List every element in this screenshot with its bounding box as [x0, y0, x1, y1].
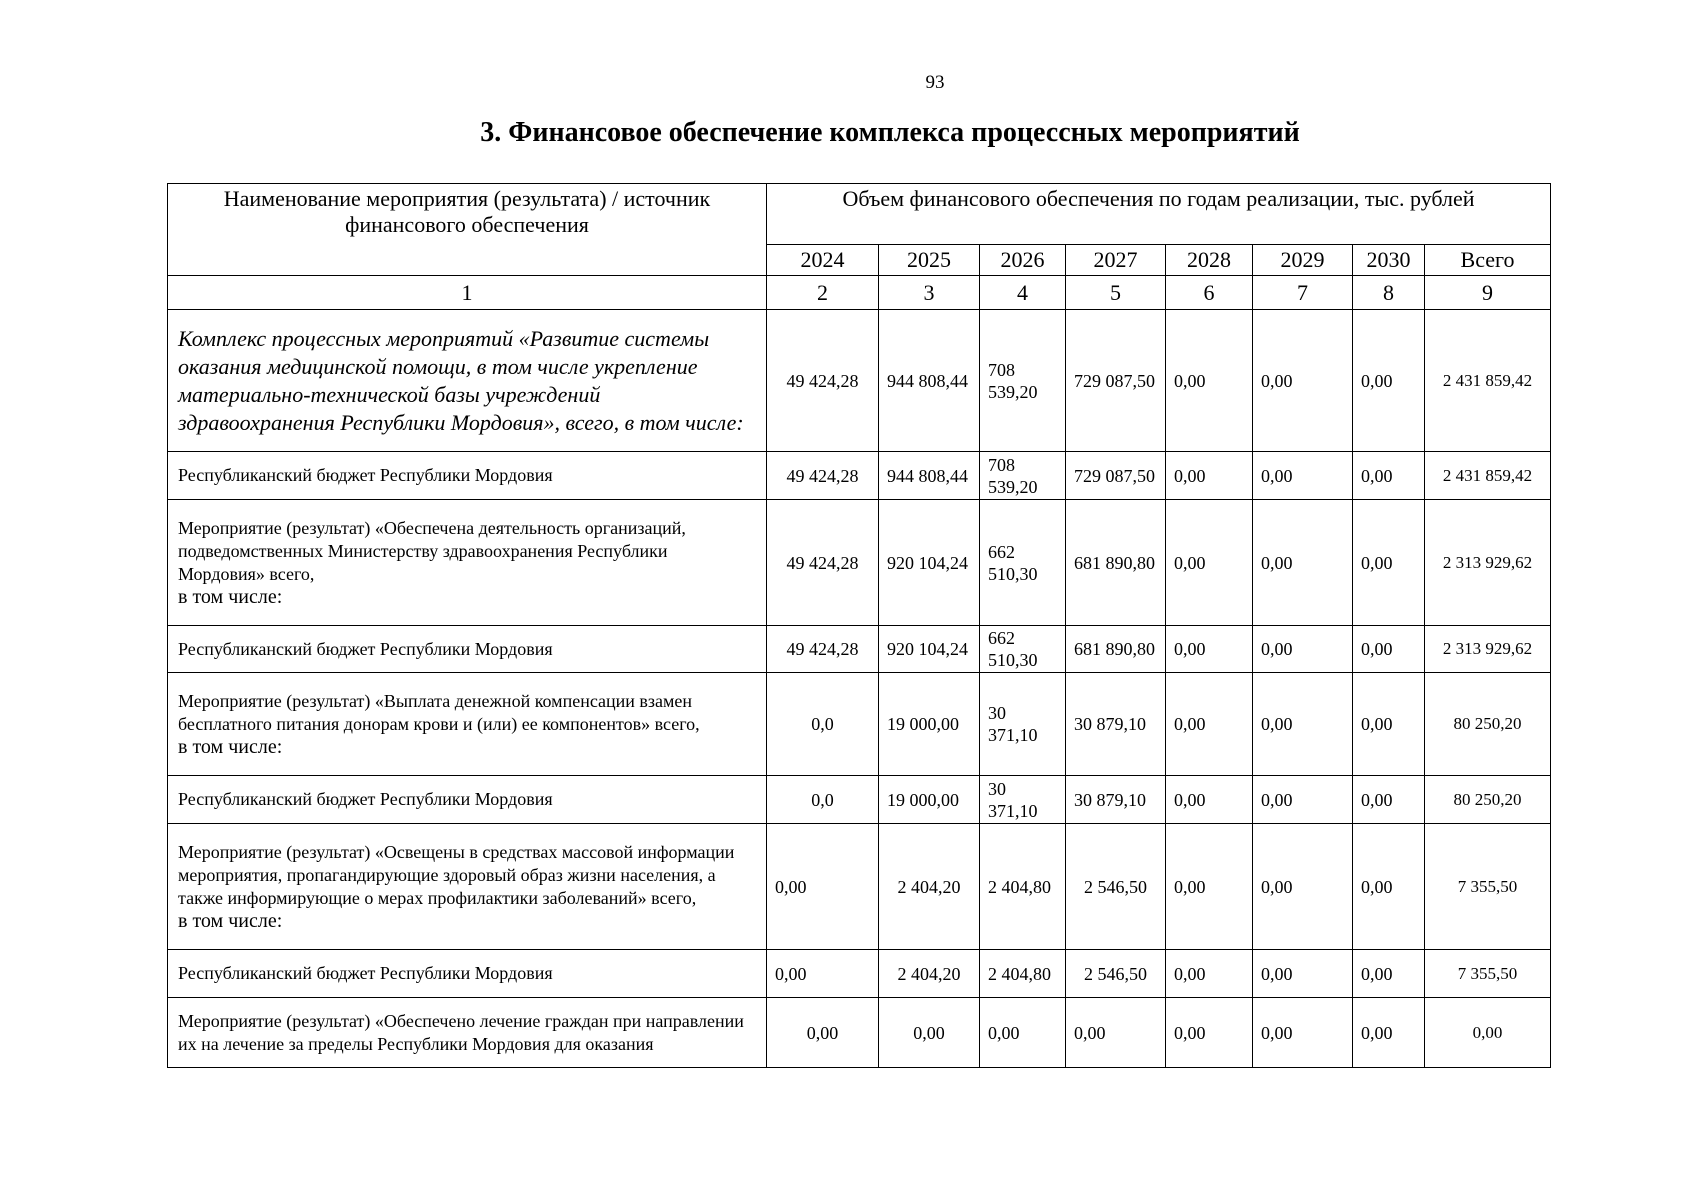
cell-2029: 0,00 — [1253, 626, 1353, 673]
cell-2028: 0,00 — [1166, 500, 1253, 626]
cell-2029: 0,00 — [1253, 673, 1353, 776]
cell-2027: 681 890,80 — [1066, 626, 1166, 673]
table-row — [168, 950, 1551, 998]
cell-2030: 0,00 — [1353, 950, 1425, 998]
row-name-tail: в том числе: — [178, 909, 283, 932]
row-name-tail: в том числе: — [178, 735, 283, 758]
cell-2025: 944 808,44 — [879, 452, 980, 500]
table-row — [168, 673, 1551, 776]
row-name — [168, 673, 767, 776]
column-index-row — [168, 276, 1551, 310]
table-row — [168, 626, 1551, 673]
cell-2028: 0,00 — [1166, 950, 1253, 998]
cell-2028: 0,00 — [1166, 626, 1253, 673]
row-name: Комплекс процессных мероприятий «Развитие системы оказания медицинской помощи, в том числе укрепление материально-технической базы учреждений здравоохранения Республики Мордовия», всего, в том числе: — [168, 310, 767, 452]
row-name-tail: в том числе: — [178, 585, 283, 608]
row-name: Республиканский бюджет Республики Мордовия — [168, 950, 767, 998]
cell-2028: 0,00 — [1166, 824, 1253, 950]
cell-2029: 0,00 — [1253, 950, 1353, 998]
row-name-text: Мероприятие (результат) «Освещены в средствах массовой информации мероприятия, пропагандирующие здоровый образ жизни населения, а также информирующие о мерах профилактики заболеваний» всего, — [178, 841, 735, 908]
col-index: 6 — [1166, 276, 1253, 310]
cell-total: 2 313 929,62 — [1425, 626, 1551, 673]
year-2030: 2030 — [1353, 245, 1425, 276]
row-name: Республиканский бюджет Республики Мордовия — [168, 452, 767, 500]
cell-2030: 0,00 — [1353, 310, 1425, 452]
cell-2026: 0,00 — [980, 998, 1066, 1068]
cell-2027: 681 890,80 — [1066, 500, 1166, 626]
cell-2027: 30 879,10 — [1066, 776, 1166, 824]
cell-2030: 0,00 — [1353, 452, 1425, 500]
cell-2024: 49 424,28 — [767, 500, 879, 626]
year-2026: 2026 — [980, 245, 1066, 276]
cell-2026: 708 539,20 — [980, 310, 1066, 452]
cell-total: 2 431 859,42 — [1425, 452, 1551, 500]
cell-total: 80 250,20 — [1425, 776, 1551, 824]
cell-2026: 708 539,20 — [980, 452, 1066, 500]
cell-2024: 0,0 — [767, 673, 879, 776]
col-index: 2 — [767, 276, 879, 310]
financing-table — [167, 183, 1551, 1068]
cell-2026: 2 404,80 — [980, 824, 1066, 950]
cell-2025: 920 104,24 — [879, 500, 980, 626]
table-row — [168, 500, 1551, 626]
row-name — [168, 824, 767, 950]
row-name: Республиканский бюджет Республики Мордовия — [168, 626, 767, 673]
cell-2027: 0,00 — [1066, 998, 1166, 1068]
row-name: Мероприятие (результат) «Обеспечено лечение граждан при направлении их на лечение за пределы Республики Мордовия для оказания — [168, 998, 767, 1068]
cell-2028: 0,00 — [1166, 776, 1253, 824]
cell-2026: 30 371,10 — [980, 776, 1066, 824]
cell-2027: 729 087,50 — [1066, 452, 1166, 500]
cell-2025: 2 404,20 — [879, 950, 980, 998]
cell-2024: 0,0 — [767, 776, 879, 824]
year-total: Всего — [1425, 245, 1551, 276]
row-name-text: Мероприятие (результат) «Обеспечена деятельность организаций, подведомственных Министерству здравоохранения Республики Мордовия» всего, — [178, 517, 686, 584]
document-title: 3. Финансовое обеспечение комплекса процессных мероприятий — [480, 117, 1300, 148]
cell-2024: 49 424,28 — [767, 626, 879, 673]
cell-2025: 920 104,24 — [879, 626, 980, 673]
cell-2026: 662 510,30 — [980, 626, 1066, 673]
col-index: 4 — [980, 276, 1066, 310]
cell-2029: 0,00 — [1253, 998, 1353, 1068]
col-index: 9 — [1425, 276, 1551, 310]
table-row — [168, 776, 1551, 824]
page-number: 93 — [925, 72, 945, 93]
cell-2029: 0,00 — [1253, 310, 1353, 452]
cell-2029: 0,00 — [1253, 452, 1353, 500]
table-row — [168, 824, 1551, 950]
table-row — [168, 452, 1551, 500]
cell-2026: 30 371,10 — [980, 673, 1066, 776]
cell-2027: 729 087,50 — [1066, 310, 1166, 452]
cell-2027: 2 546,50 — [1066, 950, 1166, 998]
cell-2024: 49 424,28 — [767, 310, 879, 452]
header-row — [168, 184, 1551, 245]
cell-2025: 19 000,00 — [879, 673, 980, 776]
cell-2024: 0,00 — [767, 824, 879, 950]
col-index: 5 — [1066, 276, 1166, 310]
cell-2030: 0,00 — [1353, 626, 1425, 673]
cell-2030: 0,00 — [1353, 673, 1425, 776]
cell-total: 7 355,50 — [1425, 950, 1551, 998]
col-index: 8 — [1353, 276, 1425, 310]
col-index: 3 — [879, 276, 980, 310]
cell-2025: 19 000,00 — [879, 776, 980, 824]
header-volume-column: Объем финансового обеспечения по годам реализации, тыс. рублей — [767, 184, 1551, 245]
row-name-text: Мероприятие (результат) «Выплата денежной компенсации взамен бесплатного питания донорам крови и (или) ее компонентов» всего, — [178, 690, 700, 734]
cell-total: 80 250,20 — [1425, 673, 1551, 776]
cell-2024: 49 424,28 — [767, 452, 879, 500]
row-name: Республиканский бюджет Республики Мордовия — [168, 776, 767, 824]
cell-total: 0,00 — [1425, 998, 1551, 1068]
cell-total: 2 431 859,42 — [1425, 310, 1551, 452]
table-row — [168, 310, 1551, 452]
cell-2028: 0,00 — [1166, 452, 1253, 500]
year-2029: 2029 — [1253, 245, 1353, 276]
col-index: 1 — [168, 276, 767, 310]
cell-2025: 944 808,44 — [879, 310, 980, 452]
year-2025: 2025 — [879, 245, 980, 276]
row-name — [168, 500, 767, 626]
year-2027: 2027 — [1066, 245, 1166, 276]
year-2024: 2024 — [767, 245, 879, 276]
cell-2030: 0,00 — [1353, 776, 1425, 824]
cell-2024: 0,00 — [767, 950, 879, 998]
table-row — [168, 998, 1551, 1068]
cell-total: 2 313 929,62 — [1425, 500, 1551, 626]
cell-2026: 662 510,30 — [980, 500, 1066, 626]
cell-2030: 0,00 — [1353, 500, 1425, 626]
cell-2027: 2 546,50 — [1066, 824, 1166, 950]
cell-2026: 2 404,80 — [980, 950, 1066, 998]
cell-2028: 0,00 — [1166, 673, 1253, 776]
cell-2028: 0,00 — [1166, 310, 1253, 452]
header-name-column: Наименование мероприятия (результата) / источник финансового обеспечения — [168, 184, 767, 276]
cell-total: 7 355,50 — [1425, 824, 1551, 950]
cell-2030: 0,00 — [1353, 998, 1425, 1068]
cell-2029: 0,00 — [1253, 824, 1353, 950]
cell-2027: 30 879,10 — [1066, 673, 1166, 776]
cell-2025: 2 404,20 — [879, 824, 980, 950]
cell-2025: 0,00 — [879, 998, 980, 1068]
year-2028: 2028 — [1166, 245, 1253, 276]
col-index: 7 — [1253, 276, 1353, 310]
cell-2028: 0,00 — [1166, 998, 1253, 1068]
cell-2029: 0,00 — [1253, 776, 1353, 824]
cell-2029: 0,00 — [1253, 500, 1353, 626]
cell-2024: 0,00 — [767, 998, 879, 1068]
cell-2030: 0,00 — [1353, 824, 1425, 950]
